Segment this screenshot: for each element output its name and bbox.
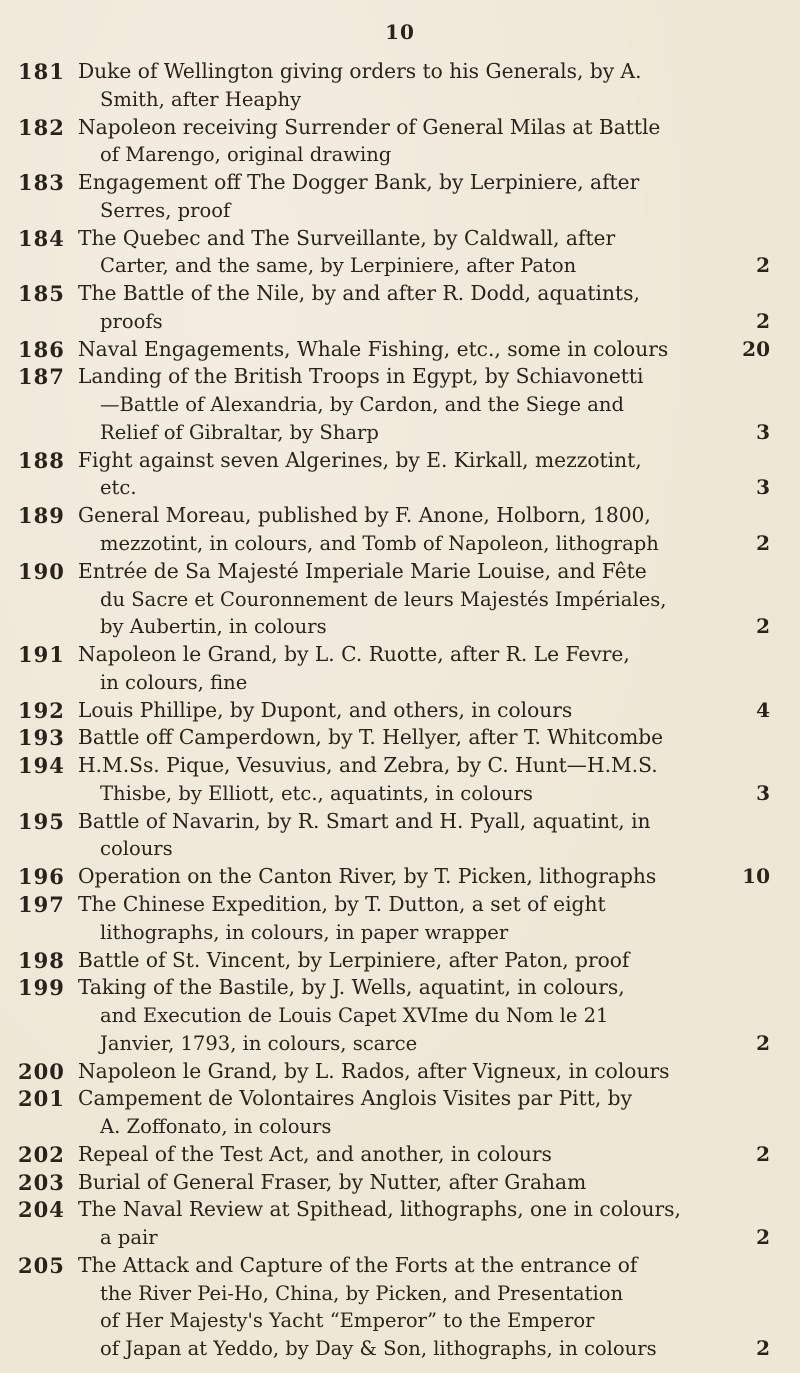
lot-number: 205 [18,1252,65,1278]
description-line: Burial of General Fraser, by Nutter, after Graham [78,1169,587,1194]
description-line: The Naval Review at Spithead, lithographs, one in colours, [78,1197,681,1222]
catalogue-entry [18,808,776,864]
description-line: colours [100,837,173,861]
catalogue-entry [18,280,776,336]
item-count: 2 [756,1141,770,1166]
catalogue-entry [18,1141,776,1169]
description-line: Janvier, 1793, in colours, scarce [100,1031,418,1055]
description-line: Fight against seven Algerines, by E. Kirkall, mezzotint, [78,447,642,472]
item-count: 4 [756,697,770,722]
description-line: H.M.Ss. Pique, Vesuvius, and Zebra, by C. Hunt—H.M.S. [78,753,658,778]
item-count: 20 [742,336,770,361]
description-line: of Her Majesty's Yacht “Emperor” to the Emperor [100,1309,595,1333]
description-line: Battle off Camperdown, by T. Hellyer, after T. Whitcombe [78,725,664,750]
lot-description [64,724,776,752]
catalogue-entry [18,502,776,558]
lot-description [64,363,776,446]
catalogue-entry [18,169,776,225]
description-line: mezzotint, in colours, and Tomb of Napoleon, lithograph [100,532,659,556]
description-line: lithographs, in colours, in paper wrapper [100,920,509,944]
lot-number: 185 [18,281,65,307]
item-count: 3 [756,475,770,500]
lot-description [64,974,776,1057]
lot-description [64,558,776,641]
lot-description [64,1252,776,1363]
lot-description [64,1058,776,1086]
description-line: Operation on the Canton River, by T. Picken, lithographs [78,864,657,889]
lot-description [64,169,776,225]
lot-number: 194 [18,753,65,779]
lot-number: 183 [18,170,65,196]
item-count: 2 [756,1030,770,1055]
catalogue-entry [18,947,776,975]
description-line: a pair [100,1226,158,1250]
item-count: 10 [742,864,770,889]
description-line: General Moreau, published by F. Anone, Holborn, 1800, [78,503,651,528]
description-line: proofs [100,309,163,333]
item-count: 3 [756,419,770,444]
catalogue-entry [18,724,776,752]
lot-description [64,1141,776,1169]
catalogue-entry [18,863,776,891]
catalogue-entry [18,752,776,808]
description-line: A. Zoffonato, in colours [100,1115,332,1139]
description-line: Napoleon receiving Surrender of General Milas at Battle [78,114,661,139]
lot-number: 195 [18,808,65,834]
lot-number: 198 [18,947,65,973]
lot-number: 189 [18,503,65,529]
description-line: Duke of Wellington giving orders to his Generals, by A. [78,59,642,83]
lot-number: 187 [18,364,65,390]
lot-number: 196 [18,864,65,890]
page-number: 10 [385,20,415,44]
description-line: Landing of the British Troops in Egypt, by Schiavonetti [78,364,644,389]
item-count: 2 [756,1225,770,1250]
description-line: Louis Phillipe, by Dupont, and others, in colours [78,697,573,722]
lot-number: 199 [18,975,65,1001]
catalogue-entry [18,114,776,170]
description-line: Naval Engagements, Whale Fishing, etc., some in colours [78,336,669,361]
catalogue-entry [18,558,776,641]
lot-number: 182 [18,114,65,140]
lot-description [64,447,776,503]
item-count: 3 [756,780,770,805]
item-count: 2 [756,531,770,556]
description-line: Campement de Volontaires Anglois Visites par Pitt, by [78,1086,633,1111]
lot-description [64,1169,776,1197]
description-line: Battle of Navarin, by R. Smart and H. Pyall, aquatint, in [78,808,651,833]
lot-number: 193 [18,725,65,751]
lot-number: 181 [18,59,65,84]
description-line: of Marengo, original drawing [100,143,392,167]
catalogue-list [18,58,776,1363]
description-line: of Japan at Yeddo, by Day & Son, lithographs, in colours [100,1337,657,1361]
catalogue-entry [18,447,776,503]
catalogue-entry [18,891,776,947]
catalogue-entry [18,1252,776,1363]
lot-number: 186 [18,336,65,362]
lot-description [64,947,776,975]
catalogue-entry [18,1085,776,1141]
lot-number: 203 [18,1169,65,1195]
catalogue-entry [18,336,776,364]
item-count: 2 [756,1336,770,1361]
item-count: 2 [756,308,770,333]
lot-description [64,1196,776,1252]
description-line: Thisbe, by Elliott, etc., aquatints, in colours [100,781,533,805]
lot-number: 200 [18,1058,65,1084]
lot-number: 184 [18,225,65,251]
description-line: The Chinese Expedition, by T. Dutton, a set of eight [78,891,606,916]
lot-number: 201 [18,1086,65,1112]
lot-number: 188 [18,447,65,473]
lot-description [64,641,776,697]
lot-number: 192 [18,697,65,723]
catalogue-entry [18,1196,776,1252]
lot-description [64,697,776,725]
lot-number: 197 [18,891,65,917]
catalogue-entry [18,363,776,446]
lot-description [64,502,776,558]
lot-description [64,863,776,891]
description-line: Taking of the Bastile, by J. Wells, aquatint, in colours, [78,975,625,1000]
lot-description [64,225,776,281]
catalogue-entry [18,225,776,281]
catalogue-entry [18,58,776,114]
catalogue-entry [18,974,776,1057]
description-line: the River Pei-Ho, China, by Picken, and Presentation [100,1281,624,1305]
lot-number: 202 [18,1141,65,1167]
description-line: Battle of St. Vincent, by Lerpiniere, after Paton, proof [78,947,630,972]
catalogue-entry [18,697,776,725]
description-line: The Quebec and The Surveillante, by Caldwall, after [78,225,616,250]
item-count: 2 [756,253,770,278]
description-line: by Aubertin, in colours [100,615,327,639]
lot-number: 204 [18,1197,65,1223]
description-line: Smith, after Heaphy [100,87,302,111]
lot-description [64,1085,776,1141]
lot-number: 191 [18,642,65,668]
lot-number: 190 [18,558,65,584]
description-line: Carter, and the same, by Lerpiniere, after Paton [100,254,577,278]
lot-description [64,752,776,808]
description-line: etc. [100,476,137,500]
catalogue-entry [18,641,776,697]
description-line: Engagement off The Dogger Bank, by Lerpiniere, after [78,170,640,195]
description-line: —Battle of Alexandria, by Cardon, and the Siege and [100,393,624,417]
item-count: 2 [756,614,770,639]
lot-description [64,891,776,947]
lot-description [64,336,776,364]
description-line: The Attack and Capture of the Forts at the entrance of [78,1252,638,1277]
description-line: Entrée de Sa Majesté Imperiale Marie Louise, and Fête [78,558,647,583]
description-line: du Sacre et Couronnement de leurs Majestés Impériales, [100,587,667,611]
description-line: Relief of Gibraltar, by Sharp [100,420,379,444]
description-line: Repeal of the Test Act, and another, in colours [78,1141,552,1166]
description-line: Napoleon le Grand, by L. C. Ruotte, after R. Le Fevre, [78,642,630,667]
description-line: in colours, fine [100,670,248,694]
description-line: Serres, proof [100,198,231,222]
catalogue-entry [18,1169,776,1197]
description-line: and Execution de Louis Capet XVIme du Nom le 21 [100,1004,609,1028]
description-line: Napoleon le Grand, by L. Rados, after Vigneux, in colours [78,1058,670,1083]
lot-description [64,280,776,336]
description-line: The Battle of the Nile, by and after R. Dodd, aquatints, [78,281,640,306]
lot-description [64,808,776,864]
lot-description [64,58,776,114]
catalogue-entry [18,1058,776,1086]
lot-description [64,114,776,170]
